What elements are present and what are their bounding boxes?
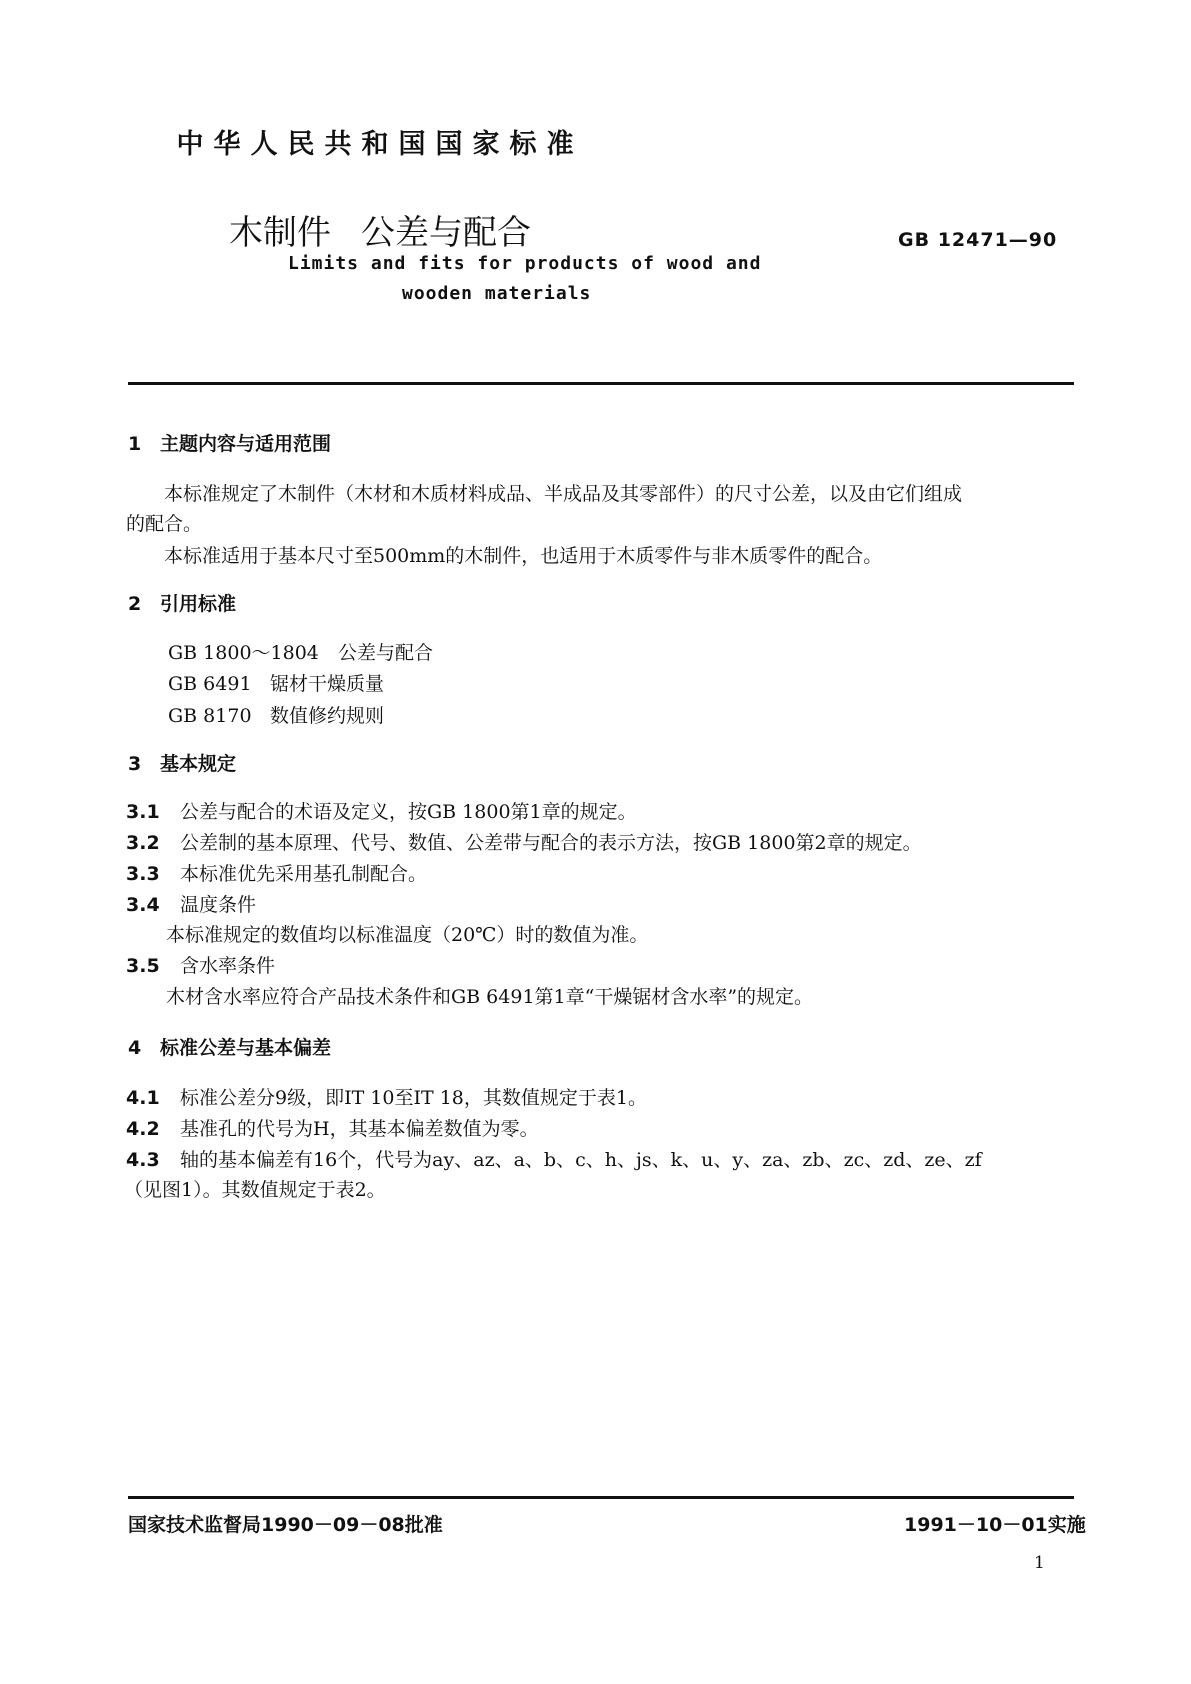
effective-date: 1991－10－01实施	[904, 1514, 1086, 1536]
clause-3-1	[126, 797, 637, 824]
clause-number: 3.1	[126, 801, 160, 823]
page-number: 1	[1034, 1553, 1045, 1573]
approval-date: 国家技术监督局1990－09－08批准	[128, 1514, 443, 1536]
section-3-heading	[128, 749, 236, 776]
clause-number: 3.2	[126, 832, 160, 854]
clause-number: 4.2	[126, 1118, 160, 1140]
section-4-heading	[128, 1033, 331, 1060]
clause-text: 温度条件	[180, 894, 257, 916]
title-part-2: 公差与配合	[361, 213, 531, 253]
reference-name: 数值修约规则	[270, 705, 385, 727]
section-number: 4	[128, 1037, 142, 1059]
clause-3-2	[126, 828, 922, 855]
reference-name: 锯材干燥质量	[270, 673, 385, 695]
reference-item	[168, 638, 433, 665]
header-divider	[128, 382, 1074, 385]
section-title: 主题内容与适用范围	[160, 433, 332, 455]
clause-4-1	[126, 1083, 647, 1110]
clause-text: 基准孔的代号为H，其基本偏差数值为零。	[180, 1118, 539, 1140]
clause-number: 3.5	[126, 955, 160, 977]
clause-4-3	[126, 1145, 982, 1172]
title-part-1: 木制件	[229, 213, 331, 253]
clause-number: 3.4	[126, 894, 160, 916]
section-1-heading	[128, 429, 331, 456]
clause-3-4-detail: 本标准规定的数值均以标准温度（20℃）时的数值为准。	[166, 924, 649, 946]
clause-3-3	[126, 859, 427, 886]
section-number: 1	[128, 433, 142, 455]
clause-text: 标准公差分9级，即IT 10至IT 18，其数值规定于表1。	[180, 1087, 647, 1109]
section-number: 3	[128, 753, 142, 775]
national-standard-heading: 中华人民共和国国家标准	[176, 129, 584, 160]
reference-code: GB 8170	[168, 705, 252, 727]
reference-item	[168, 701, 384, 728]
footer-divider	[128, 1496, 1074, 1499]
clause-3-5	[126, 951, 275, 978]
reference-name: 公差与配合	[338, 642, 434, 664]
section-title: 基本规定	[160, 753, 237, 775]
clause-text: 本标准优先采用基孔制配合。	[180, 863, 428, 885]
clause-3-5-detail: 木材含水率应符合产品技术条件和GB 6491第1章“干燥锯材含水率”的规定。	[166, 986, 814, 1008]
clause-number: 4.3	[126, 1149, 160, 1171]
reference-code: GB 1800～1804	[168, 642, 319, 664]
reference-code: GB 6491	[168, 673, 252, 695]
section-1-para-2: 本标准适用于基本尺寸至500mm的木制件，也适用于木质零件与非木质零件的配合。	[164, 545, 883, 567]
standard-code: GB 12471—90	[898, 229, 1058, 251]
section-title: 标准公差与基本偏差	[160, 1037, 332, 1059]
clause-text: 公差与配合的术语及定义，按GB 1800第1章的规定。	[180, 801, 637, 823]
clause-4-3-line-2: （见图1）。其数值规定于表2。	[124, 1179, 386, 1201]
section-2-heading	[128, 589, 236, 616]
section-1-para-1-line-1: 本标准规定了木制件（木材和木质材料成品、半成品及其零部件）的尺寸公差，以及由它们组成	[164, 483, 963, 505]
reference-item	[168, 669, 384, 696]
clause-3-4	[126, 890, 256, 917]
clause-text: 含水率条件	[180, 955, 276, 977]
clause-text: 轴的基本偏差有16个，代号为ay、az、a、b、c、h、js、k、u、y、za、zb、zc、zd、ze、zf	[180, 1149, 982, 1171]
english-title-line-1: Limits and fits for products of wood and	[288, 253, 762, 274]
clause-number: 3.3	[126, 863, 160, 885]
section-1-para-1-line-2: 的配合。	[126, 513, 203, 535]
clause-number: 4.1	[126, 1087, 160, 1109]
document-title	[0, 205, 760, 254]
section-title: 引用标准	[160, 593, 237, 615]
clause-4-2	[126, 1114, 539, 1141]
english-title-line-2: wooden materials	[402, 283, 592, 304]
section-number: 2	[128, 593, 142, 615]
clause-text: 公差制的基本原理、代号、数值、公差带与配合的表示方法，按GB 1800第2章的规定。	[180, 832, 922, 854]
